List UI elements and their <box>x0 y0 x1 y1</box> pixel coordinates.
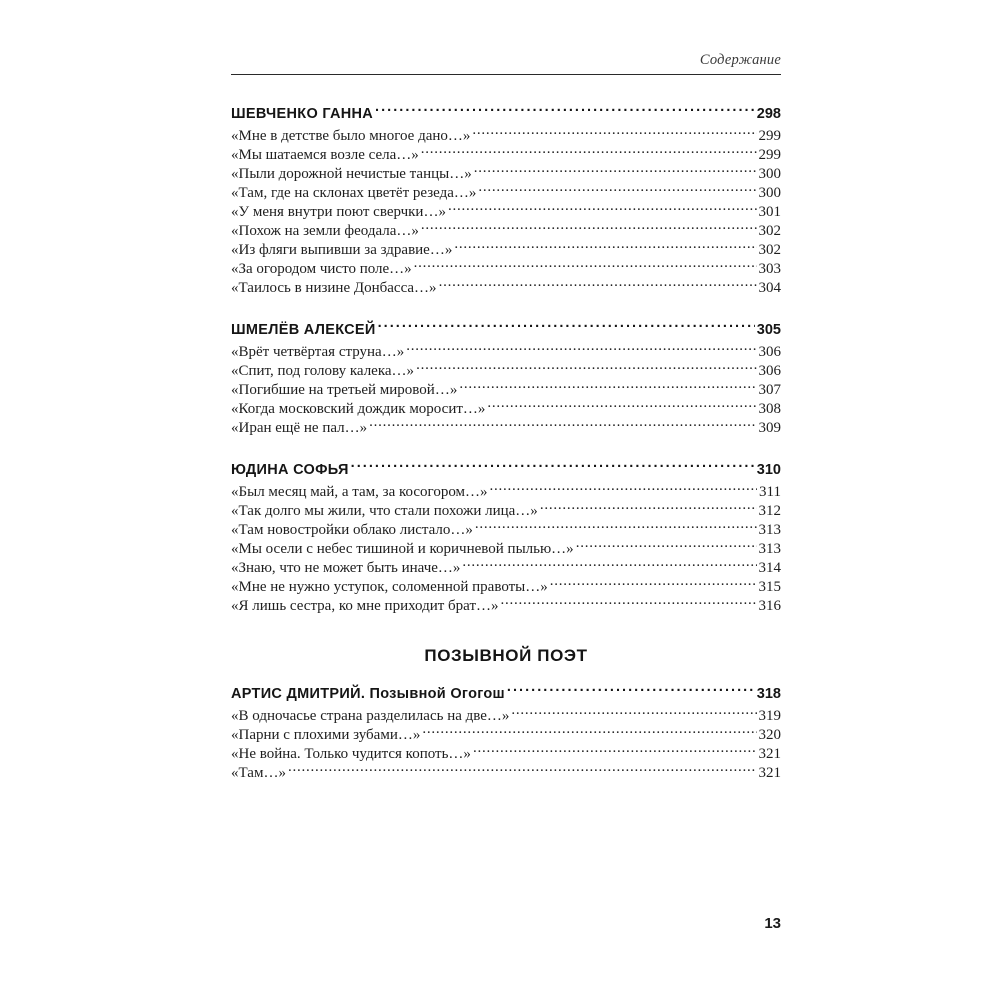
toc-entry-title: «Мы осели с небес тишиной и коричневой пылью…» <box>231 541 574 557</box>
toc-author-row[interactable] <box>231 96 781 122</box>
toc-entry-title: «За огородом чисто поле…» <box>231 261 412 277</box>
toc-entry-title: «Был месяц май, а там, за косогором…» <box>231 484 488 500</box>
dot-leader <box>421 140 757 159</box>
toc-page-number: 307 <box>758 382 781 398</box>
toc-page-number: 300 <box>758 185 781 201</box>
toc-page-number: 308 <box>758 401 781 417</box>
dot-leader <box>406 337 756 356</box>
dot-leader <box>550 572 757 591</box>
toc-page-number: 299 <box>758 147 781 163</box>
toc-page-number: 312 <box>758 503 781 519</box>
dot-leader <box>511 701 756 720</box>
dot-leader <box>375 96 755 118</box>
dot-leader <box>459 375 756 394</box>
dot-leader <box>472 121 756 140</box>
toc-page-number: 305 <box>756 322 781 338</box>
toc-entry-title: «В одночасье страна разделилась на две…» <box>231 708 510 724</box>
toc-author-row[interactable] <box>231 312 781 338</box>
toc-page-number: 320 <box>758 727 781 743</box>
toc-entry-title: «Когда московский дождик моросит…» <box>231 401 486 417</box>
dot-leader <box>473 739 757 758</box>
dot-leader <box>475 515 757 534</box>
toc-entry-title: «Таилось в низине Донбасса…» <box>231 280 437 296</box>
dot-leader <box>378 312 755 334</box>
dot-leader <box>576 534 757 553</box>
toc-author-name: ЮДИНА СОФЬЯ <box>231 462 349 478</box>
dot-leader <box>540 496 757 515</box>
dot-leader <box>448 197 757 216</box>
toc-page-number: 318 <box>756 686 781 702</box>
toc-page-number: 321 <box>758 746 781 762</box>
toc-entry-title: «Мне в детстве было многое дано…» <box>231 128 471 144</box>
dot-leader <box>351 452 755 474</box>
dot-leader <box>474 159 757 178</box>
toc-entry-title: «Там…» <box>231 765 286 781</box>
toc-entry-title: «Из фляги выпивши за здравие…» <box>231 242 453 258</box>
toc-entry-title: «Не война. Только чудится копоть…» <box>231 746 471 762</box>
toc-entry-title: «Спит, под голову калека…» <box>231 363 415 379</box>
toc-author-name: АРТИС ДМИТРИЙ. Позывной Огогош <box>231 686 505 702</box>
toc-page-number: 311 <box>759 484 781 500</box>
toc-entry-title: «У меня внутри поют сверчки…» <box>231 204 446 220</box>
dot-leader <box>414 254 757 273</box>
dot-leader <box>478 178 756 197</box>
toc-page-number: 303 <box>758 261 781 277</box>
toc-page-number: 299 <box>758 128 781 144</box>
dot-leader <box>416 356 756 375</box>
toc-entry-title: «Знаю, что не может быть иначе…» <box>231 560 461 576</box>
toc-entry-title: «Погибшие на третьей мировой…» <box>231 382 458 398</box>
dot-leader <box>487 394 756 413</box>
part-heading: ПОЗЫВНОЙ ПОЭТ <box>424 646 588 665</box>
toc-page-number: 302 <box>758 242 781 258</box>
toc-page-number: 315 <box>758 579 781 595</box>
toc-author-name: ШЕВЧЕНКО ГАННА <box>231 106 374 122</box>
toc-page-number: 314 <box>758 560 781 576</box>
toc-page-number: 306 <box>758 363 781 379</box>
toc-page-number: 304 <box>758 280 781 296</box>
toc-page-number: 298 <box>756 106 781 122</box>
toc-page-number: 313 <box>758 541 781 557</box>
toc-section-yudina <box>231 452 781 614</box>
toc-entry-title: «Иран ещё не пал…» <box>231 420 368 436</box>
toc-entry-title: «Мы шатаемся возле села…» <box>231 147 419 163</box>
toc-author-row[interactable] <box>231 452 781 478</box>
toc-author-row[interactable] <box>231 676 781 702</box>
dot-leader <box>439 273 757 292</box>
dot-leader <box>501 591 757 610</box>
table-of-contents <box>231 96 781 797</box>
dot-leader <box>422 720 756 739</box>
running-head: Содержание <box>699 52 781 68</box>
dot-leader <box>454 235 756 254</box>
toc-page-number: 313 <box>758 522 781 538</box>
toc-page-number: 310 <box>756 462 781 478</box>
toc-section-shmelev <box>231 312 781 436</box>
dot-leader <box>462 553 756 572</box>
toc-page-number: 309 <box>758 420 781 436</box>
toc-page-number: 301 <box>758 204 781 220</box>
toc-author-name: ШМЕЛЁВ АЛЕКСЕЙ <box>231 322 376 338</box>
toc-entry-title: «Похож на земли феодала…» <box>231 223 419 239</box>
toc-entry-title: «Парни с плохими зубами…» <box>231 727 421 743</box>
toc-entry-title: «Там новостройки облако листало…» <box>231 522 473 538</box>
dot-leader <box>507 676 755 698</box>
toc-page-number: 319 <box>758 708 781 724</box>
toc-entry-title: «Я лишь сестра, ко мне приходит брат…» <box>231 598 499 614</box>
toc-entry-title: «Так долго мы жили, что стали похожи лица…» <box>231 503 538 519</box>
dot-leader <box>369 413 756 432</box>
dot-leader <box>421 216 757 235</box>
toc-entry[interactable] <box>231 758 781 781</box>
toc-entry-title: «Врёт четвёртая струна…» <box>231 344 405 360</box>
page-number: 13 <box>764 915 781 932</box>
toc-entry-title: «Там, где на склонах цветёт резеда…» <box>231 185 477 201</box>
toc-page-number: 321 <box>758 765 781 781</box>
toc-page-number: 300 <box>758 166 781 182</box>
toc-page-number: 316 <box>758 598 781 614</box>
toc-entry-title: «Мне не нужно уступок, соломенной правоты…» <box>231 579 548 595</box>
toc-page-number: 306 <box>758 344 781 360</box>
toc-section-shevchenko <box>231 96 781 296</box>
header-rule <box>231 74 781 75</box>
dot-leader <box>490 477 758 496</box>
dot-leader <box>288 758 757 777</box>
toc-entry-title: «Пыли дорожной нечистые танцы…» <box>231 166 472 182</box>
toc-page-number: 302 <box>758 223 781 239</box>
toc-section-artis <box>231 676 781 781</box>
